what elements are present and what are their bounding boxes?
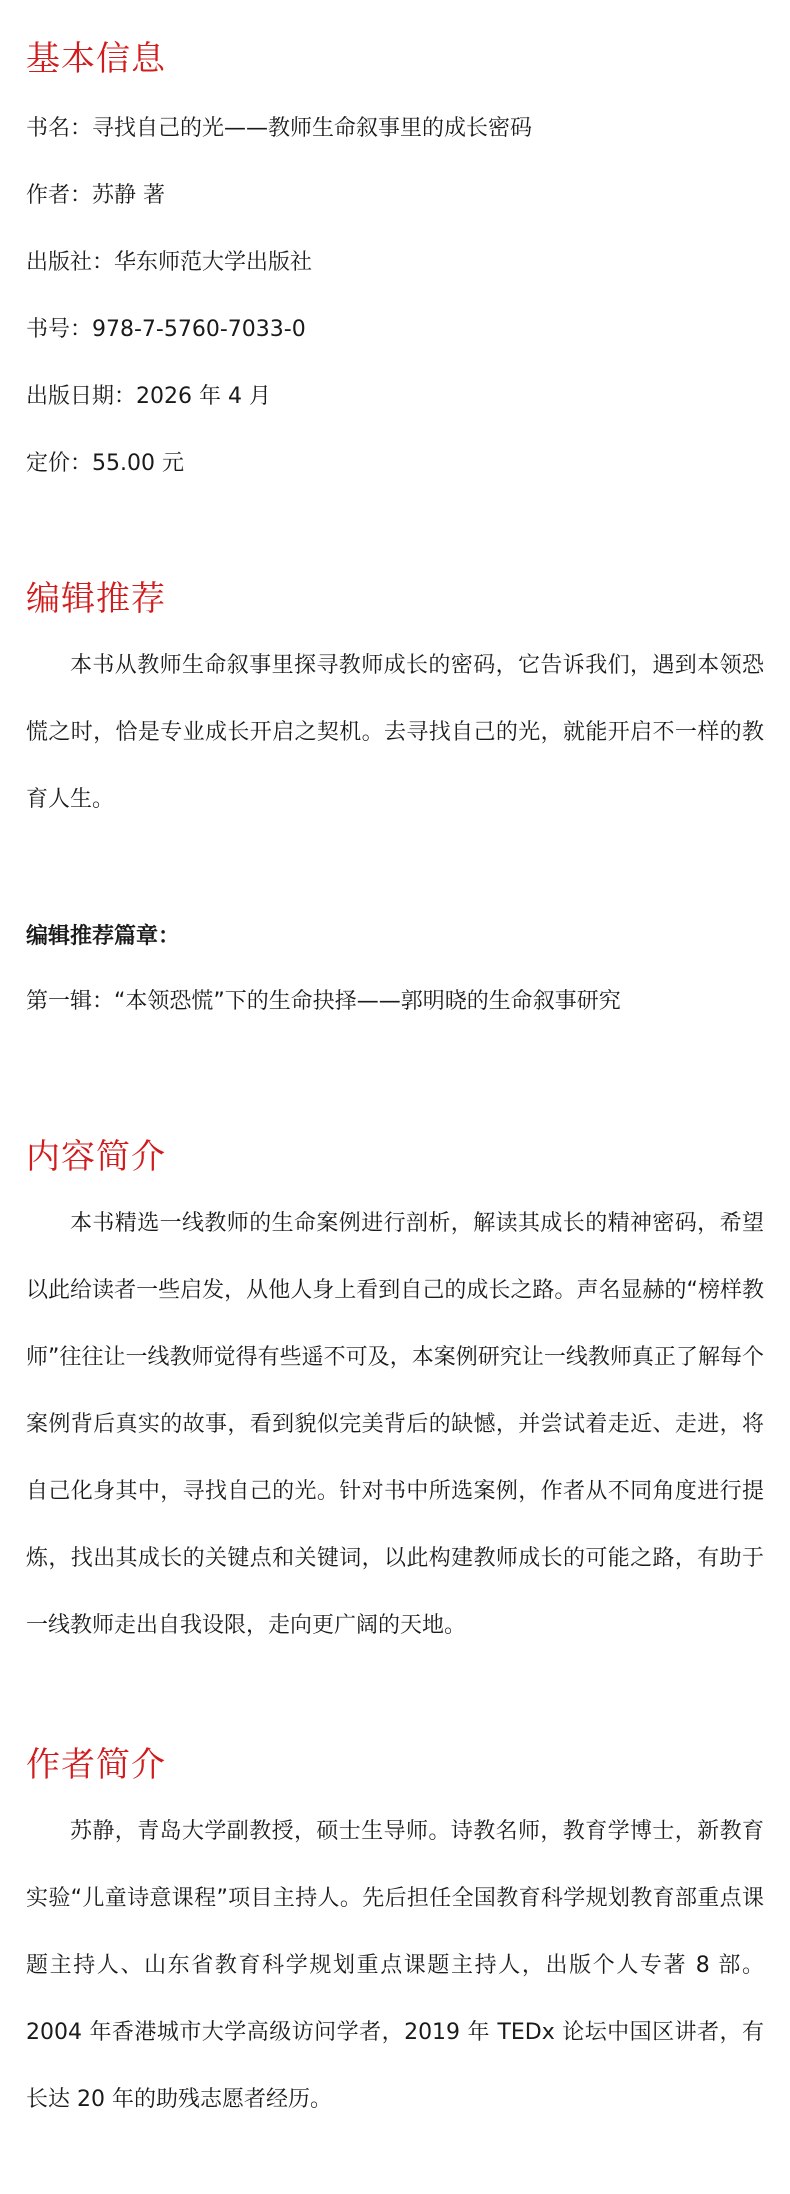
author-line: 作者：苏静 著 [26,183,165,208]
book-title-line: 书名：寻找自己的光——教师生命叙事里的成长密码 [26,116,533,141]
pub-date-line: 出版日期：2026 年 4 月 [26,384,271,409]
basic-info-heading: 基本信息 [26,39,166,79]
recommended-chapters-label: 编辑推荐篇章： [26,924,181,949]
summary-text: 本书精选一线教师的生命案例进行剖析，解读其成长的精神密码，希望以此给读者一些启发，从他人身上看到自己的成长之路。声名显赫的“榜样教师”往往让一线教师觉得有些遥不可及，本案例研究让一线教师真正了解每个案例背后真实的故事，看到貌似完美背后的缺憾，并尝试着走近、走进，将自己化身其中，寻找自己的光。针对书中所选案例，作者从不同角度进行提炼，找出其成长的关键点和关键词，以此构建教师成长的可能之路，有助于一线教师走出自我设限，走向更广阔的天地。 [26,1211,764,1638]
recommended-chapter-item: 第一辑：“本领恐慌”下的生命抉择——郭明晓的生命叙事研究 [26,989,621,1014]
author-intro-text: 苏静，青岛大学副教授，硕士生导师。诗教名师，教育学博士，新教育实验“儿童诗意课程”项目主持人。先后担任全国教育科学规划教育部重点课题主持人、山东省教育科学规划重点课题主持人，出版个人专著 8 部。2004 年香港城市大学高级访问学者，2019 年 TEDx 论坛中国区讲者，有长达 20 年的助残志愿者经历。 [26,1819,764,2112]
publisher-line: 出版社：华东师范大学出版社 [26,250,313,275]
editor-recommend-text: 本书从教师生命叙事里探寻教师成长的密码，它告诉我们，遇到本领恐慌之时，恰是专业成长开启之契机。去寻找自己的光，就能开启不一样的教育人生。 [26,653,764,812]
editor-recommend-heading: 编辑推荐 [26,579,166,619]
price-line: 定价：55.00 元 [26,451,184,476]
author-intro-heading: 作者简介 [26,1745,166,1785]
summary-heading: 内容简介 [26,1137,166,1177]
isbn-line: 书号：978-7-5760-7033-0 [26,317,306,342]
